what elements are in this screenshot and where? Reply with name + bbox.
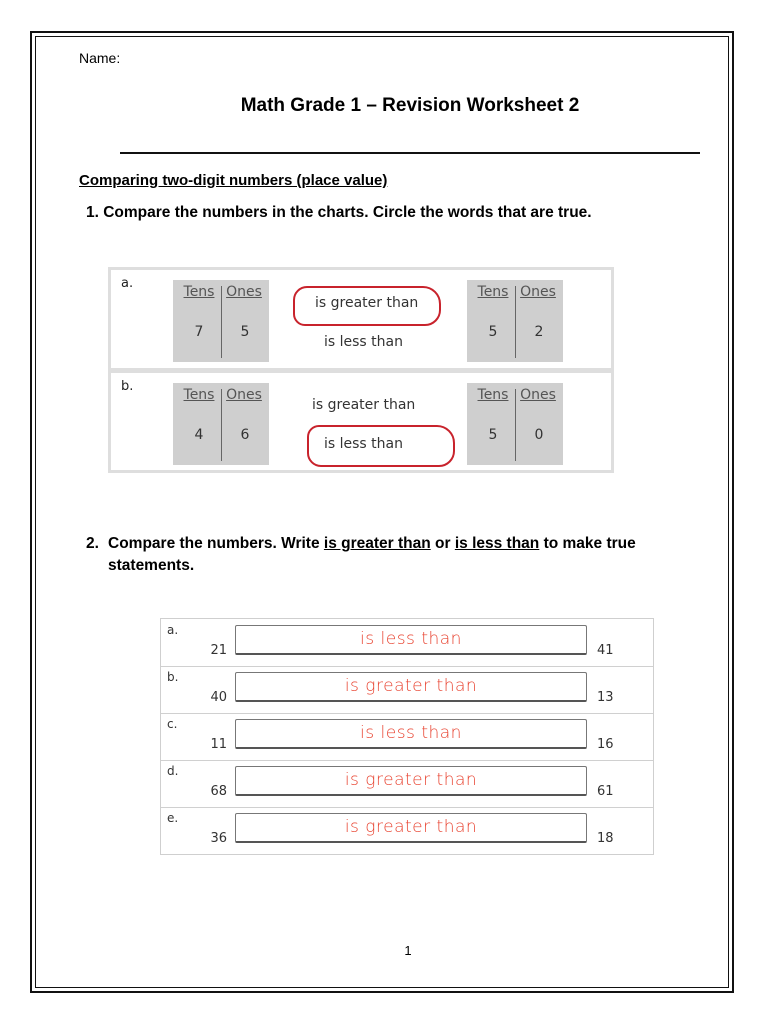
ones-header: Ones [520, 284, 556, 300]
chart-row-a [111, 270, 611, 368]
tens-digit: 5 [488, 324, 498, 340]
worksheet-title: Math Grade 1 – Revision Worksheet 2 [240, 95, 580, 116]
tens-digit: 5 [488, 427, 498, 443]
answer-row-e [161, 807, 653, 854]
row-letter: b. [167, 670, 179, 684]
question-1-text: 1. Compare the numbers in the charts. Circle the words that are true. [86, 204, 592, 221]
answer-row-b [161, 666, 653, 714]
option-greater-than: is greater than [315, 295, 419, 311]
ones-header: Ones [226, 284, 262, 300]
option-less-than: is less than [324, 436, 403, 452]
answer-row-c [161, 713, 653, 761]
term-greater-than: is greater than [323, 535, 431, 552]
answer-circle [293, 286, 441, 326]
page-number: 1 [404, 943, 412, 958]
place-value-chart-left [173, 280, 269, 362]
comparison-chart-table [108, 267, 614, 473]
right-number: 16 [597, 737, 614, 752]
comparison-answer-table [160, 618, 654, 855]
chart-divider [515, 286, 516, 358]
row-letter: a. [167, 623, 179, 637]
title-underline [120, 152, 700, 154]
row-letter: a. [121, 276, 134, 291]
right-number: 18 [597, 831, 614, 846]
answer-circle [307, 425, 455, 467]
row-letter: d. [167, 764, 179, 778]
row-letter: c. [167, 717, 178, 731]
option-greater-than: is greater than [312, 397, 416, 413]
tens-header: Tens [477, 387, 509, 403]
tens-digit: 4 [194, 427, 204, 443]
answer-row-d [161, 760, 653, 808]
name-label: Name: [79, 50, 121, 66]
option-less-than: is less than [324, 334, 403, 350]
ones-header: Ones [520, 387, 556, 403]
tens-digit: 7 [194, 324, 204, 340]
ones-digit: 6 [240, 427, 250, 443]
answer-box[interactable] [235, 719, 587, 749]
handwritten-answer: is less than [360, 629, 462, 649]
right-number: 13 [597, 690, 614, 705]
question-2-text [86, 533, 726, 577]
right-number: 41 [597, 643, 614, 658]
answer-box[interactable] [235, 766, 587, 796]
place-value-chart-left [173, 383, 269, 465]
answer-box[interactable] [235, 625, 587, 655]
left-number: 11 [210, 737, 227, 752]
answer-row-a [161, 619, 653, 667]
ones-digit: 5 [240, 324, 250, 340]
handwritten-answer: is greater than [344, 676, 478, 696]
left-number: 40 [210, 690, 227, 705]
answer-box[interactable] [235, 813, 587, 843]
place-value-chart-right [467, 280, 563, 362]
question-2-line2: statements. [108, 557, 195, 574]
chart-divider [221, 286, 222, 358]
term-less-than: is less than [454, 535, 540, 552]
chart-row-b [111, 373, 611, 471]
row-letter: b. [121, 379, 134, 394]
ones-header: Ones [226, 387, 262, 403]
question-2-part: to make true [539, 535, 636, 552]
left-number: 68 [210, 784, 227, 799]
place-value-chart-right [467, 383, 563, 465]
left-number: 36 [210, 831, 227, 846]
answer-box[interactable] [235, 672, 587, 702]
ones-digit: 2 [534, 324, 544, 340]
section-heading: Comparing two-digit numbers (place value) [79, 172, 388, 189]
handwritten-answer: is less than [360, 723, 462, 743]
row-letter: e. [167, 811, 179, 825]
handwritten-answer: is greater than [344, 770, 478, 790]
ones-digit: 0 [534, 427, 544, 443]
chart-divider [221, 389, 222, 461]
left-number: 21 [210, 643, 227, 658]
chart-divider [515, 389, 516, 461]
right-number: 61 [597, 784, 614, 799]
tens-header: Tens [183, 284, 215, 300]
question-number: 2. [86, 535, 99, 552]
tens-header: Tens [477, 284, 509, 300]
tens-header: Tens [183, 387, 215, 403]
handwritten-answer: is greater than [344, 817, 478, 837]
question-2-part: Compare the numbers. Write [108, 535, 324, 552]
question-2-part: or [430, 535, 455, 552]
